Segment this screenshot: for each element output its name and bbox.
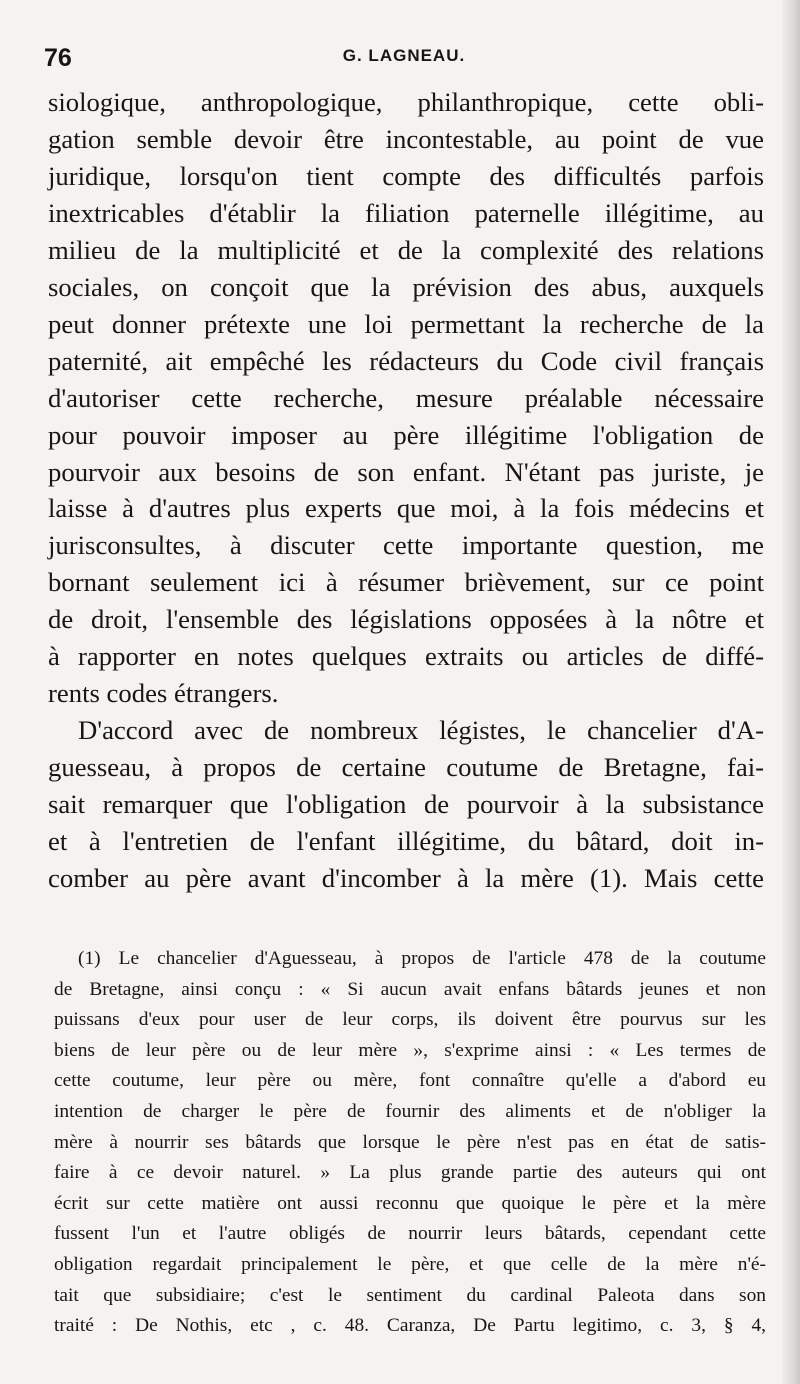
text-line: sait remarquer que l'obligation de pourvoir à la subsistance: [48, 789, 764, 820]
text-line: pour pouvoir imposer au père illégitime l'obligation de: [48, 419, 764, 450]
text-line: D'accord avec de nombreux légistes, le chancelier d'A-: [78, 715, 764, 746]
text-line: laisse à d'autres plus experts que moi, à la fois médecins et: [48, 493, 764, 524]
footnote-line: puissans d'eux pour user de leur corps, ils doivent être pourvus sur les: [54, 1009, 766, 1031]
text-line: et à l'entretien de l'enfant illégitime, du bâtard, doit in-: [48, 826, 764, 857]
footnote-line: écrit sur cette matière ont aussi reconnu que quoique le père et la mère: [54, 1192, 766, 1214]
footnote-line: fussent l'un et l'autre obligés de nourrir leurs bâtards, cependant cette: [54, 1223, 766, 1245]
footnote-line: traité : De Nothis, etc , c. 48. Caranza, De Partu legitimo, c. 3, § 4,: [54, 1315, 766, 1337]
running-head: G. LAGNEAU.: [342, 46, 466, 65]
page-number: 76: [44, 44, 72, 72]
footnote-line: de Bretagne, ainsi conçu : « Si aucun avait enfans bâtards jeunes et non: [54, 978, 766, 1000]
text-line: d'autoriser cette recherche, mesure préalable nécessaire: [48, 382, 764, 413]
text-line: inextricables d'établir la filiation paternelle illégitime, au: [48, 197, 764, 228]
text-line: bornant seulement ici à résumer brièvement, sur ce point: [48, 567, 764, 598]
footnote-line: cette coutume, leur père ou mère, font connaître qu'elle a d'abord eu: [54, 1070, 766, 1092]
footnote-line: mère à nourrir ses bâtards que lorsque le père n'est pas en état de satis-: [54, 1131, 766, 1153]
text-line: rents codes étrangers.: [48, 678, 279, 709]
text-line: guesseau, à propos de certaine coutume de Bretagne, fai-: [48, 752, 764, 783]
text-line: à rapporter en notes quelques extraits ou articles de diffé-: [48, 641, 764, 672]
text-line: pourvoir aux besoins de son enfant. N'étant pas juriste, je: [48, 456, 764, 487]
footnote-line: faire à ce devoir naturel. » La plus grande partie des auteurs qui ont: [54, 1162, 766, 1184]
footnote-line: intention de charger le père de fournir des aliments et de n'obliger la: [54, 1100, 766, 1122]
text-line: sociales, on conçoit que la prévision des abus, auxquels: [48, 271, 764, 302]
footnote-line: tait que subsidiaire; c'est le sentiment du cardinal Paleota dans son: [54, 1284, 766, 1306]
text-line: comber au père avant d'incomber à la mère (1). Mais cette: [48, 863, 764, 894]
text-line: jurisconsultes, à discuter cette importante question, me: [48, 530, 764, 561]
footnote: [54, 944, 766, 1342]
text-line: juridique, lorsqu'on tient compte des difficultés parfois: [48, 160, 764, 191]
text-line: siologique, anthropologique, philanthropique, cette obli-: [48, 87, 764, 117]
footnote-line: obligation regardait principalement le père, et que celle de la mère n'é-: [54, 1253, 766, 1275]
footnote-line: biens de leur père ou de leur mère », s'exprime ainsi : « Les termes de: [54, 1039, 766, 1061]
footnote-line: (1) Le chancelier d'Aguesseau, à propos de l'article 478 de la coutume: [78, 948, 766, 969]
page-header: [44, 44, 764, 80]
text-line: gation semble devoir être incontestable, au point de vue: [48, 123, 764, 154]
text-line: peut donner prétexte une loi permettant la recherche de la: [48, 308, 764, 339]
main-text: [48, 84, 764, 897]
text-line: milieu de la multiplicité et de la complexité des relations: [48, 234, 764, 265]
text-line: paternité, ait empêché les rédacteurs du Code civil français: [48, 345, 764, 376]
page-edge-shadow: [782, 0, 800, 1384]
text-line: de droit, l'ensemble des législations opposées à la nôtre et: [48, 604, 764, 635]
